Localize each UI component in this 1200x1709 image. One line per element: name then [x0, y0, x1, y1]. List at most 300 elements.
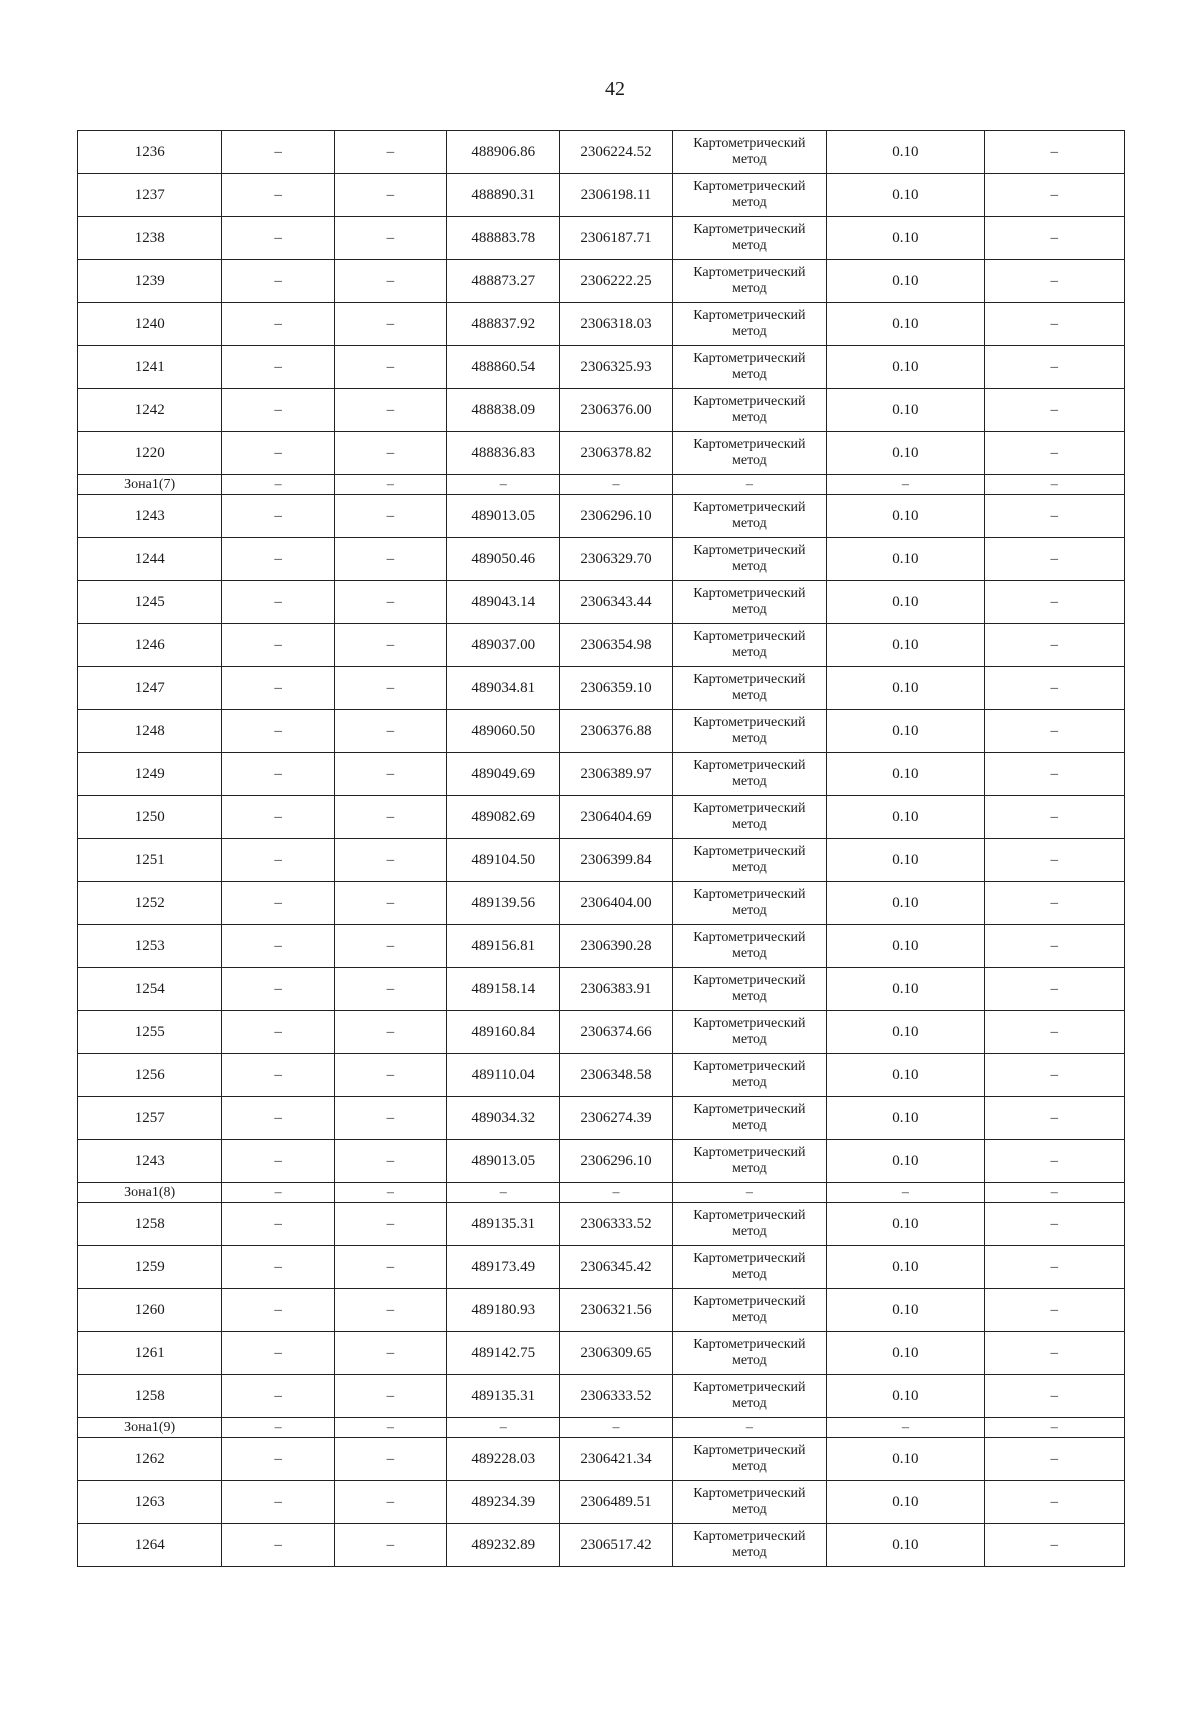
empty-cell: – [984, 710, 1124, 753]
accuracy-cell: 0.10 [827, 174, 984, 217]
y-coordinate-cell: 2306296.10 [560, 1140, 672, 1183]
empty-cell: – [334, 1375, 446, 1418]
point-id-cell: 1246 [78, 624, 222, 667]
zone-label-cell: Зона1(8) [78, 1183, 222, 1203]
point-id-cell: 1244 [78, 538, 222, 581]
accuracy-cell: 0.10 [827, 538, 984, 581]
empty-cell: – [984, 1183, 1124, 1203]
accuracy-cell: 0.10 [827, 624, 984, 667]
empty-cell: – [334, 303, 446, 346]
empty-cell: – [222, 1375, 334, 1418]
table-row [78, 1375, 1125, 1418]
empty-cell: – [334, 1289, 446, 1332]
empty-cell: – [222, 260, 334, 303]
method-cell: Картометрический метод [672, 1054, 826, 1097]
empty-cell: – [984, 968, 1124, 1011]
empty-cell: – [984, 131, 1124, 174]
accuracy-cell: 0.10 [827, 1438, 984, 1481]
y-coordinate-cell: 2306198.11 [560, 174, 672, 217]
x-coordinate-cell: 488883.78 [447, 217, 560, 260]
x-coordinate-cell: 489060.50 [447, 710, 560, 753]
method-cell: Картометрический метод [672, 667, 826, 710]
x-coordinate-cell: 488860.54 [447, 346, 560, 389]
method-cell: Картометрический метод [672, 624, 826, 667]
empty-cell: – [560, 475, 672, 495]
empty-cell: – [334, 624, 446, 667]
table-row [78, 1203, 1125, 1246]
empty-cell: – [984, 495, 1124, 538]
x-coordinate-cell: 489139.56 [447, 882, 560, 925]
empty-cell: – [222, 389, 334, 432]
accuracy-cell: 0.10 [827, 1524, 984, 1567]
y-coordinate-cell: 2306404.69 [560, 796, 672, 839]
y-coordinate-cell: 2306399.84 [560, 839, 672, 882]
empty-cell: – [222, 667, 334, 710]
table-row [78, 260, 1125, 303]
y-coordinate-cell: 2306421.34 [560, 1438, 672, 1481]
point-id-cell: 1260 [78, 1289, 222, 1332]
empty-cell: – [984, 1140, 1124, 1183]
empty-cell: – [984, 1418, 1124, 1438]
y-coordinate-cell: 2306376.88 [560, 710, 672, 753]
empty-cell: – [222, 796, 334, 839]
point-id-cell: 1250 [78, 796, 222, 839]
accuracy-cell: 0.10 [827, 753, 984, 796]
table-row [78, 1289, 1125, 1332]
empty-cell: – [222, 581, 334, 624]
empty-cell: – [984, 1097, 1124, 1140]
table-row [78, 1438, 1125, 1481]
empty-cell: – [984, 581, 1124, 624]
empty-cell: – [222, 346, 334, 389]
table-row [78, 174, 1125, 217]
accuracy-cell: 0.10 [827, 667, 984, 710]
method-cell: Картометрический метод [672, 1524, 826, 1567]
empty-cell: – [984, 303, 1124, 346]
accuracy-cell: 0.10 [827, 346, 984, 389]
empty-cell: – [560, 1418, 672, 1438]
accuracy-cell: 0.10 [827, 839, 984, 882]
empty-cell: – [222, 538, 334, 581]
method-cell: Картометрический метод [672, 1203, 826, 1246]
y-coordinate-cell: 2306343.44 [560, 581, 672, 624]
method-cell: Картометрический метод [672, 753, 826, 796]
empty-cell: – [334, 174, 446, 217]
empty-cell: – [334, 796, 446, 839]
y-coordinate-cell: 2306374.66 [560, 1011, 672, 1054]
y-coordinate-cell: 2306390.28 [560, 925, 672, 968]
empty-cell: – [672, 475, 826, 495]
x-coordinate-cell: 488837.92 [447, 303, 560, 346]
y-coordinate-cell: 2306348.58 [560, 1054, 672, 1097]
x-coordinate-cell: 489160.84 [447, 1011, 560, 1054]
method-cell: Картометрический метод [672, 1011, 826, 1054]
empty-cell: – [984, 1524, 1124, 1567]
point-id-cell: 1258 [78, 1375, 222, 1418]
table-row [78, 1011, 1125, 1054]
point-id-cell: 1256 [78, 1054, 222, 1097]
empty-cell: – [222, 882, 334, 925]
accuracy-cell: 0.10 [827, 968, 984, 1011]
point-id-cell: 1247 [78, 667, 222, 710]
table-row [78, 1054, 1125, 1097]
empty-cell: – [984, 1438, 1124, 1481]
empty-cell: – [984, 1203, 1124, 1246]
empty-cell: – [222, 925, 334, 968]
empty-cell: – [984, 1246, 1124, 1289]
table-row [78, 968, 1125, 1011]
empty-cell: – [334, 1203, 446, 1246]
accuracy-cell: 0.10 [827, 581, 984, 624]
empty-cell: – [984, 624, 1124, 667]
method-cell: Картометрический метод [672, 217, 826, 260]
table-row [78, 667, 1125, 710]
accuracy-cell: 0.10 [827, 1332, 984, 1375]
empty-cell: – [984, 346, 1124, 389]
x-coordinate-cell: 488838.09 [447, 389, 560, 432]
point-id-cell: 1262 [78, 1438, 222, 1481]
empty-cell: – [827, 1418, 984, 1438]
accuracy-cell: 0.10 [827, 1203, 984, 1246]
empty-cell: – [334, 925, 446, 968]
method-cell: Картометрический метод [672, 260, 826, 303]
table-row [78, 753, 1125, 796]
point-id-cell: 1252 [78, 882, 222, 925]
empty-cell: – [334, 475, 446, 495]
accuracy-cell: 0.10 [827, 217, 984, 260]
y-coordinate-cell: 2306376.00 [560, 389, 672, 432]
accuracy-cell: 0.10 [827, 1140, 984, 1183]
y-coordinate-cell: 2306489.51 [560, 1481, 672, 1524]
table-body [78, 131, 1125, 1567]
x-coordinate-cell: 489050.46 [447, 538, 560, 581]
method-cell: Картометрический метод [672, 1097, 826, 1140]
x-coordinate-cell: 489234.39 [447, 1481, 560, 1524]
method-cell: Картометрический метод [672, 1289, 826, 1332]
table-row [78, 217, 1125, 260]
y-coordinate-cell: 2306354.98 [560, 624, 672, 667]
empty-cell: – [222, 1183, 334, 1203]
method-cell: Картометрический метод [672, 1375, 826, 1418]
accuracy-cell: 0.10 [827, 303, 984, 346]
empty-cell: – [334, 968, 446, 1011]
empty-cell: – [222, 1203, 334, 1246]
y-coordinate-cell: 2306378.82 [560, 432, 672, 475]
accuracy-cell: 0.10 [827, 1375, 984, 1418]
y-coordinate-cell: 2306309.65 [560, 1332, 672, 1375]
point-id-cell: 1248 [78, 710, 222, 753]
zone-row [78, 475, 1125, 495]
method-cell: Картометрический метод [672, 303, 826, 346]
empty-cell: – [222, 303, 334, 346]
empty-cell: – [334, 1438, 446, 1481]
empty-cell: – [334, 1246, 446, 1289]
table-row [78, 1246, 1125, 1289]
method-cell: Картометрический метод [672, 495, 826, 538]
point-id-cell: 1239 [78, 260, 222, 303]
zone-label-cell: Зона1(9) [78, 1418, 222, 1438]
empty-cell: – [334, 260, 446, 303]
x-coordinate-cell: 489158.14 [447, 968, 560, 1011]
empty-cell: – [984, 796, 1124, 839]
table-row [78, 839, 1125, 882]
y-coordinate-cell: 2306383.91 [560, 968, 672, 1011]
table-row [78, 581, 1125, 624]
empty-cell: – [334, 753, 446, 796]
empty-cell: – [222, 710, 334, 753]
empty-cell: – [984, 174, 1124, 217]
empty-cell: – [222, 1011, 334, 1054]
method-cell: Картометрический метод [672, 1140, 826, 1183]
empty-cell: – [222, 1289, 334, 1332]
empty-cell: – [222, 1246, 334, 1289]
empty-cell: – [984, 1054, 1124, 1097]
empty-cell: – [222, 131, 334, 174]
method-cell: Картометрический метод [672, 1481, 826, 1524]
empty-cell: – [222, 1418, 334, 1438]
accuracy-cell: 0.10 [827, 710, 984, 753]
x-coordinate-cell: 489110.04 [447, 1054, 560, 1097]
empty-cell: – [222, 839, 334, 882]
empty-cell: – [984, 389, 1124, 432]
x-coordinate-cell: 489034.32 [447, 1097, 560, 1140]
method-cell: Картометрический метод [672, 1438, 826, 1481]
method-cell: Картометрический метод [672, 968, 826, 1011]
empty-cell: – [984, 1481, 1124, 1524]
method-cell: Картометрический метод [672, 432, 826, 475]
empty-cell: – [222, 624, 334, 667]
empty-cell: – [334, 581, 446, 624]
x-coordinate-cell: 489232.89 [447, 1524, 560, 1567]
empty-cell: – [560, 1183, 672, 1203]
method-cell: Картометрический метод [672, 174, 826, 217]
page-number: 42 [605, 78, 625, 100]
y-coordinate-cell: 2306329.70 [560, 538, 672, 581]
empty-cell: – [334, 710, 446, 753]
empty-cell: – [222, 432, 334, 475]
point-id-cell: 1253 [78, 925, 222, 968]
y-coordinate-cell: 2306345.42 [560, 1246, 672, 1289]
point-id-cell: 1254 [78, 968, 222, 1011]
x-coordinate-cell: 488873.27 [447, 260, 560, 303]
empty-cell: – [334, 217, 446, 260]
empty-cell: – [672, 1418, 826, 1438]
accuracy-cell: 0.10 [827, 260, 984, 303]
empty-cell: – [447, 475, 560, 495]
empty-cell: – [827, 475, 984, 495]
empty-cell: – [222, 1054, 334, 1097]
x-coordinate-cell: 489156.81 [447, 925, 560, 968]
point-id-cell: 1238 [78, 217, 222, 260]
method-cell: Картометрический метод [672, 1246, 826, 1289]
accuracy-cell: 0.10 [827, 1481, 984, 1524]
table-row [78, 1097, 1125, 1140]
accuracy-cell: 0.10 [827, 796, 984, 839]
y-coordinate-cell: 2306333.52 [560, 1203, 672, 1246]
accuracy-cell: 0.10 [827, 882, 984, 925]
empty-cell: – [827, 1183, 984, 1203]
method-cell: Картометрический метод [672, 346, 826, 389]
accuracy-cell: 0.10 [827, 1011, 984, 1054]
empty-cell: – [334, 882, 446, 925]
zone-row [78, 1183, 1125, 1203]
x-coordinate-cell: 489135.31 [447, 1203, 560, 1246]
empty-cell: – [334, 1524, 446, 1567]
y-coordinate-cell: 2306318.03 [560, 303, 672, 346]
empty-cell: – [984, 1289, 1124, 1332]
x-coordinate-cell: 489037.00 [447, 624, 560, 667]
method-cell: Картометрический метод [672, 710, 826, 753]
table-row [78, 796, 1125, 839]
x-coordinate-cell: 489034.81 [447, 667, 560, 710]
y-coordinate-cell: 2306321.56 [560, 1289, 672, 1332]
x-coordinate-cell: 489013.05 [447, 1140, 560, 1183]
point-id-cell: 1249 [78, 753, 222, 796]
empty-cell: – [447, 1418, 560, 1438]
x-coordinate-cell: 489104.50 [447, 839, 560, 882]
table-row [78, 131, 1125, 174]
point-id-cell: 1258 [78, 1203, 222, 1246]
table-row [78, 346, 1125, 389]
method-cell: Картометрический метод [672, 839, 826, 882]
empty-cell: – [334, 346, 446, 389]
accuracy-cell: 0.10 [827, 1097, 984, 1140]
method-cell: Картометрический метод [672, 925, 826, 968]
empty-cell: – [984, 432, 1124, 475]
point-id-cell: 1255 [78, 1011, 222, 1054]
accuracy-cell: 0.10 [827, 495, 984, 538]
table-row [78, 1140, 1125, 1183]
y-coordinate-cell: 2306389.97 [560, 753, 672, 796]
y-coordinate-cell: 2306296.10 [560, 495, 672, 538]
table-row [78, 624, 1125, 667]
table-row [78, 389, 1125, 432]
empty-cell: – [984, 839, 1124, 882]
y-coordinate-cell: 2306325.93 [560, 346, 672, 389]
accuracy-cell: 0.10 [827, 1289, 984, 1332]
x-coordinate-cell: 489142.75 [447, 1332, 560, 1375]
coordinates-table [77, 130, 1125, 1567]
table-row [78, 882, 1125, 925]
point-id-cell: 1242 [78, 389, 222, 432]
x-coordinate-cell: 489173.49 [447, 1246, 560, 1289]
empty-cell: – [984, 475, 1124, 495]
point-id-cell: 1251 [78, 839, 222, 882]
empty-cell: – [334, 538, 446, 581]
empty-cell: – [984, 538, 1124, 581]
point-id-cell: 1220 [78, 432, 222, 475]
y-coordinate-cell: 2306359.10 [560, 667, 672, 710]
empty-cell: – [334, 1097, 446, 1140]
y-coordinate-cell: 2306404.00 [560, 882, 672, 925]
empty-cell: – [984, 1375, 1124, 1418]
empty-cell: – [984, 753, 1124, 796]
empty-cell: – [334, 1011, 446, 1054]
table-row [78, 432, 1125, 475]
point-id-cell: 1237 [78, 174, 222, 217]
method-cell: Картометрический метод [672, 581, 826, 624]
empty-cell: – [334, 1140, 446, 1183]
table-row [78, 925, 1125, 968]
empty-cell: – [984, 217, 1124, 260]
point-id-cell: 1243 [78, 495, 222, 538]
point-id-cell: 1245 [78, 581, 222, 624]
x-coordinate-cell: 488906.86 [447, 131, 560, 174]
empty-cell: – [334, 1418, 446, 1438]
table-row [78, 1481, 1125, 1524]
y-coordinate-cell: 2306222.25 [560, 260, 672, 303]
x-coordinate-cell: 489013.05 [447, 495, 560, 538]
accuracy-cell: 0.10 [827, 432, 984, 475]
table-row [78, 1524, 1125, 1567]
accuracy-cell: 0.10 [827, 1246, 984, 1289]
empty-cell: – [222, 968, 334, 1011]
empty-cell: – [334, 495, 446, 538]
y-coordinate-cell: 2306517.42 [560, 1524, 672, 1567]
method-cell: Картометрический метод [672, 538, 826, 581]
point-id-cell: 1243 [78, 1140, 222, 1183]
table-row [78, 495, 1125, 538]
empty-cell: – [334, 839, 446, 882]
empty-cell: – [222, 1438, 334, 1481]
empty-cell: – [334, 1183, 446, 1203]
x-coordinate-cell: 489043.14 [447, 581, 560, 624]
empty-cell: – [984, 925, 1124, 968]
empty-cell: – [447, 1183, 560, 1203]
point-id-cell: 1261 [78, 1332, 222, 1375]
empty-cell: – [222, 1097, 334, 1140]
y-coordinate-cell: 2306187.71 [560, 217, 672, 260]
y-coordinate-cell: 2306333.52 [560, 1375, 672, 1418]
empty-cell: – [984, 667, 1124, 710]
accuracy-cell: 0.10 [827, 131, 984, 174]
table-row [78, 538, 1125, 581]
point-id-cell: 1264 [78, 1524, 222, 1567]
empty-cell: – [334, 1054, 446, 1097]
x-coordinate-cell: 489180.93 [447, 1289, 560, 1332]
empty-cell: – [334, 389, 446, 432]
point-id-cell: 1263 [78, 1481, 222, 1524]
x-coordinate-cell: 489135.31 [447, 1375, 560, 1418]
empty-cell: – [334, 131, 446, 174]
empty-cell: – [222, 174, 334, 217]
zone-label-cell: Зона1(7) [78, 475, 222, 495]
point-id-cell: 1259 [78, 1246, 222, 1289]
accuracy-cell: 0.10 [827, 389, 984, 432]
empty-cell: – [222, 1332, 334, 1375]
empty-cell: – [672, 1183, 826, 1203]
method-cell: Картометрический метод [672, 1332, 826, 1375]
x-coordinate-cell: 489049.69 [447, 753, 560, 796]
empty-cell: – [984, 882, 1124, 925]
empty-cell: – [222, 475, 334, 495]
table-row [78, 1332, 1125, 1375]
empty-cell: – [334, 432, 446, 475]
point-id-cell: 1257 [78, 1097, 222, 1140]
empty-cell: – [984, 1332, 1124, 1375]
table-row [78, 303, 1125, 346]
empty-cell: – [222, 217, 334, 260]
x-coordinate-cell: 489082.69 [447, 796, 560, 839]
y-coordinate-cell: 2306274.39 [560, 1097, 672, 1140]
empty-cell: – [984, 1011, 1124, 1054]
method-cell: Картометрический метод [672, 882, 826, 925]
empty-cell: – [222, 753, 334, 796]
y-coordinate-cell: 2306224.52 [560, 131, 672, 174]
empty-cell: – [222, 1524, 334, 1567]
method-cell: Картометрический метод [672, 389, 826, 432]
x-coordinate-cell: 488890.31 [447, 174, 560, 217]
